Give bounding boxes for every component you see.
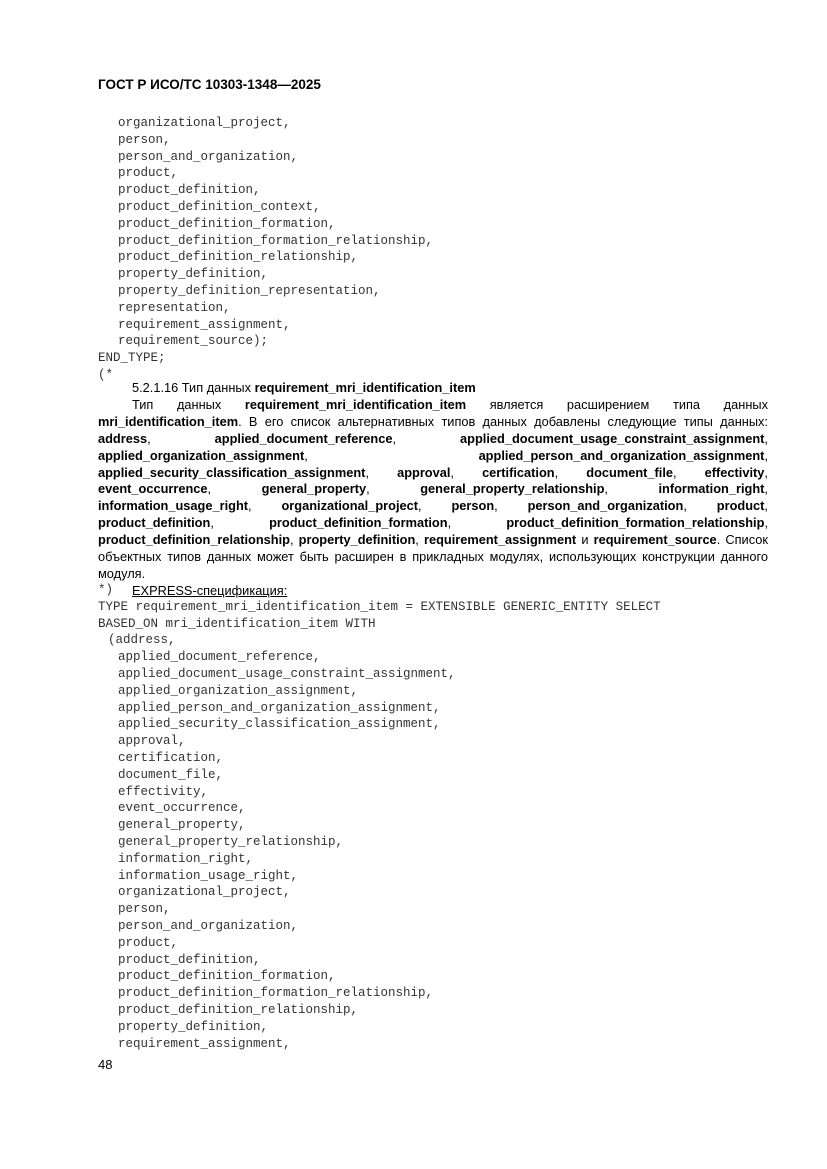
code-line: product_definition_formation_relationship,: [118, 986, 434, 1001]
code-line: product_definition,: [118, 183, 261, 198]
paragraph-text: ,: [366, 481, 421, 497]
code-line: property_definition,: [118, 267, 269, 282]
type-name: product_definition_relationship: [98, 532, 290, 548]
code-line: applied_document_usage_constraint_assignment,: [118, 666, 456, 681]
code-line: product_definition_relationship,: [118, 250, 359, 265]
code-line: person_and_organization,: [118, 149, 299, 164]
type-name: requirement_source: [593, 532, 717, 548]
code-line: document_file,: [118, 767, 224, 782]
type-name: product: [716, 498, 765, 514]
code-line: product_definition_formation,: [118, 216, 336, 231]
code-line: END_TYPE;: [98, 351, 166, 366]
code-line: BASED_ON mri_identification_item WITH: [98, 616, 376, 631]
paragraph-text: ,: [289, 532, 299, 548]
paragraph-text: является расширением типа данных: [466, 396, 768, 412]
code-line: person,: [118, 132, 171, 147]
paragraph-text: ,: [147, 430, 215, 446]
paragraph-text: ,: [604, 481, 659, 497]
type-name: applied_person_and_organization_assignment: [478, 447, 765, 463]
type-name: applied_organization_assignment: [98, 447, 305, 463]
paragraph-text: ,: [210, 515, 270, 531]
code-line: applied_document_reference,: [118, 650, 321, 665]
express-spec-label: EXPRESS-спецификация:: [132, 582, 288, 598]
paragraph-text: ,: [418, 498, 452, 514]
code-line: applied_person_and_organization_assignment,: [118, 700, 441, 715]
type-name: applied_security_classification_assignment: [98, 464, 366, 480]
code-block-top: [98, 115, 433, 384]
type-name: general_property: [261, 481, 367, 497]
type-name: document_file: [586, 464, 673, 480]
paragraph-text: ,: [494, 498, 528, 514]
type-name: effectivity: [704, 464, 765, 480]
code-line: (*: [98, 367, 114, 382]
code-line: product_definition_formation_relationship,: [118, 233, 434, 248]
code-line: (address,: [108, 633, 176, 648]
code-line: representation,: [118, 300, 231, 315]
paragraph-text: ,: [764, 430, 768, 446]
paragraph-text: ,: [764, 464, 768, 480]
type-name: product_definition: [98, 515, 211, 531]
code-line: organizational_project,: [118, 885, 291, 900]
paragraph-text: ,: [764, 481, 768, 497]
paragraph-text: и: [576, 532, 594, 548]
code-line: *): [98, 583, 114, 597]
type-name: general_property_relationship: [420, 481, 605, 497]
paragraph-text: ,: [764, 515, 768, 531]
document-header: ГОСТ Р ИСО/ТС 10303-1348—2025: [98, 77, 321, 92]
code-line: general_property,: [118, 818, 246, 833]
paragraph-text: Тип данных: [132, 396, 245, 412]
type-name: information_usage_right: [98, 498, 249, 514]
code-line: approval,: [118, 734, 186, 749]
type-name: product_definition_formation_relationship: [506, 515, 765, 531]
code-line: information_usage_right,: [118, 868, 299, 883]
code-line: information_right,: [118, 851, 254, 866]
paragraph-text: ,: [673, 464, 705, 480]
page-number: 48: [98, 1057, 113, 1072]
paragraph-text: ,: [447, 515, 507, 531]
section-heading-prefix: 5.2.1.16 Тип данных: [132, 380, 255, 395]
code-line: person_and_organization,: [118, 918, 299, 933]
type-name: requirement_assignment: [423, 532, 577, 548]
paragraph-text: ,: [415, 532, 424, 548]
type-name: person: [451, 498, 495, 514]
code-line: person,: [118, 902, 171, 917]
type-name: property_definition: [298, 532, 416, 548]
paragraph-text: ,: [248, 498, 282, 514]
paragraph-text: ,: [683, 498, 717, 514]
code-line: organizational_project,: [118, 116, 291, 130]
code-line: property_definition_representation,: [118, 283, 381, 298]
paragraph-text: . Список объектных типов данных может быть расширен в прикладных модулях, использующих конструкции данного модуля.: [98, 532, 768, 581]
code-line: event_occurrence,: [118, 801, 246, 816]
type-name: product_definition_formation: [269, 515, 448, 531]
code-block-bottom: [98, 582, 661, 1052]
paragraph-text: ,: [764, 498, 768, 514]
section-paragraph: [98, 397, 768, 583]
type-name: information_right: [658, 481, 765, 497]
code-line: requirement_assignment,: [118, 317, 291, 332]
paragraph-text: ,: [450, 464, 483, 480]
code-line: property_definition,: [118, 1019, 269, 1034]
code-line: general_property_relationship,: [118, 834, 344, 849]
section-text: [98, 380, 768, 600]
paragraph-text: ,: [207, 481, 262, 497]
code-line: requirement_source);: [118, 334, 269, 349]
code-line: product_definition_relationship,: [118, 1002, 359, 1017]
code-line: TYPE requirement_mri_identification_item = EXTENSIBLE GENERIC_ENTITY SELECT: [98, 599, 661, 614]
code-line: product,: [118, 935, 179, 950]
section-heading: [98, 380, 768, 397]
type-name: event_occurrence: [98, 481, 208, 497]
type-name: certification: [482, 464, 555, 480]
paragraph-text: ,: [554, 464, 587, 480]
type-name: person_and_organization: [527, 498, 684, 514]
type-name: applied_document_reference: [214, 430, 393, 446]
paragraph-text: ,: [764, 447, 768, 463]
code-line: effectivity,: [118, 784, 209, 799]
code-line: applied_security_classification_assignment,: [118, 717, 441, 732]
type-name: applied_document_usage_constraint_assignment: [460, 430, 765, 446]
paragraph-text: ,: [365, 464, 398, 480]
type-name: organizational_project: [281, 498, 419, 514]
paragraph-text: ,: [304, 447, 479, 463]
type-name: approval: [397, 464, 451, 480]
section-heading-type: requirement_mri_identification_item: [254, 380, 476, 395]
type-name: mri_identification_item: [98, 413, 239, 429]
code-line: product_definition,: [118, 952, 261, 967]
type-name: address: [98, 430, 148, 446]
code-line: product_definition_context,: [118, 199, 321, 214]
code-line: product,: [118, 166, 179, 181]
code-line: applied_organization_assignment,: [118, 683, 359, 698]
type-name: requirement_mri_identification_item: [244, 396, 467, 412]
paragraph-text: . В его список альтернативных типов данных добавлены следующие типы данных:: [238, 413, 768, 429]
code-line: requirement_assignment,: [118, 1036, 291, 1051]
code-line: product_definition_formation,: [118, 969, 336, 984]
code-line: certification,: [118, 750, 224, 765]
paragraph-text: ,: [392, 430, 461, 446]
